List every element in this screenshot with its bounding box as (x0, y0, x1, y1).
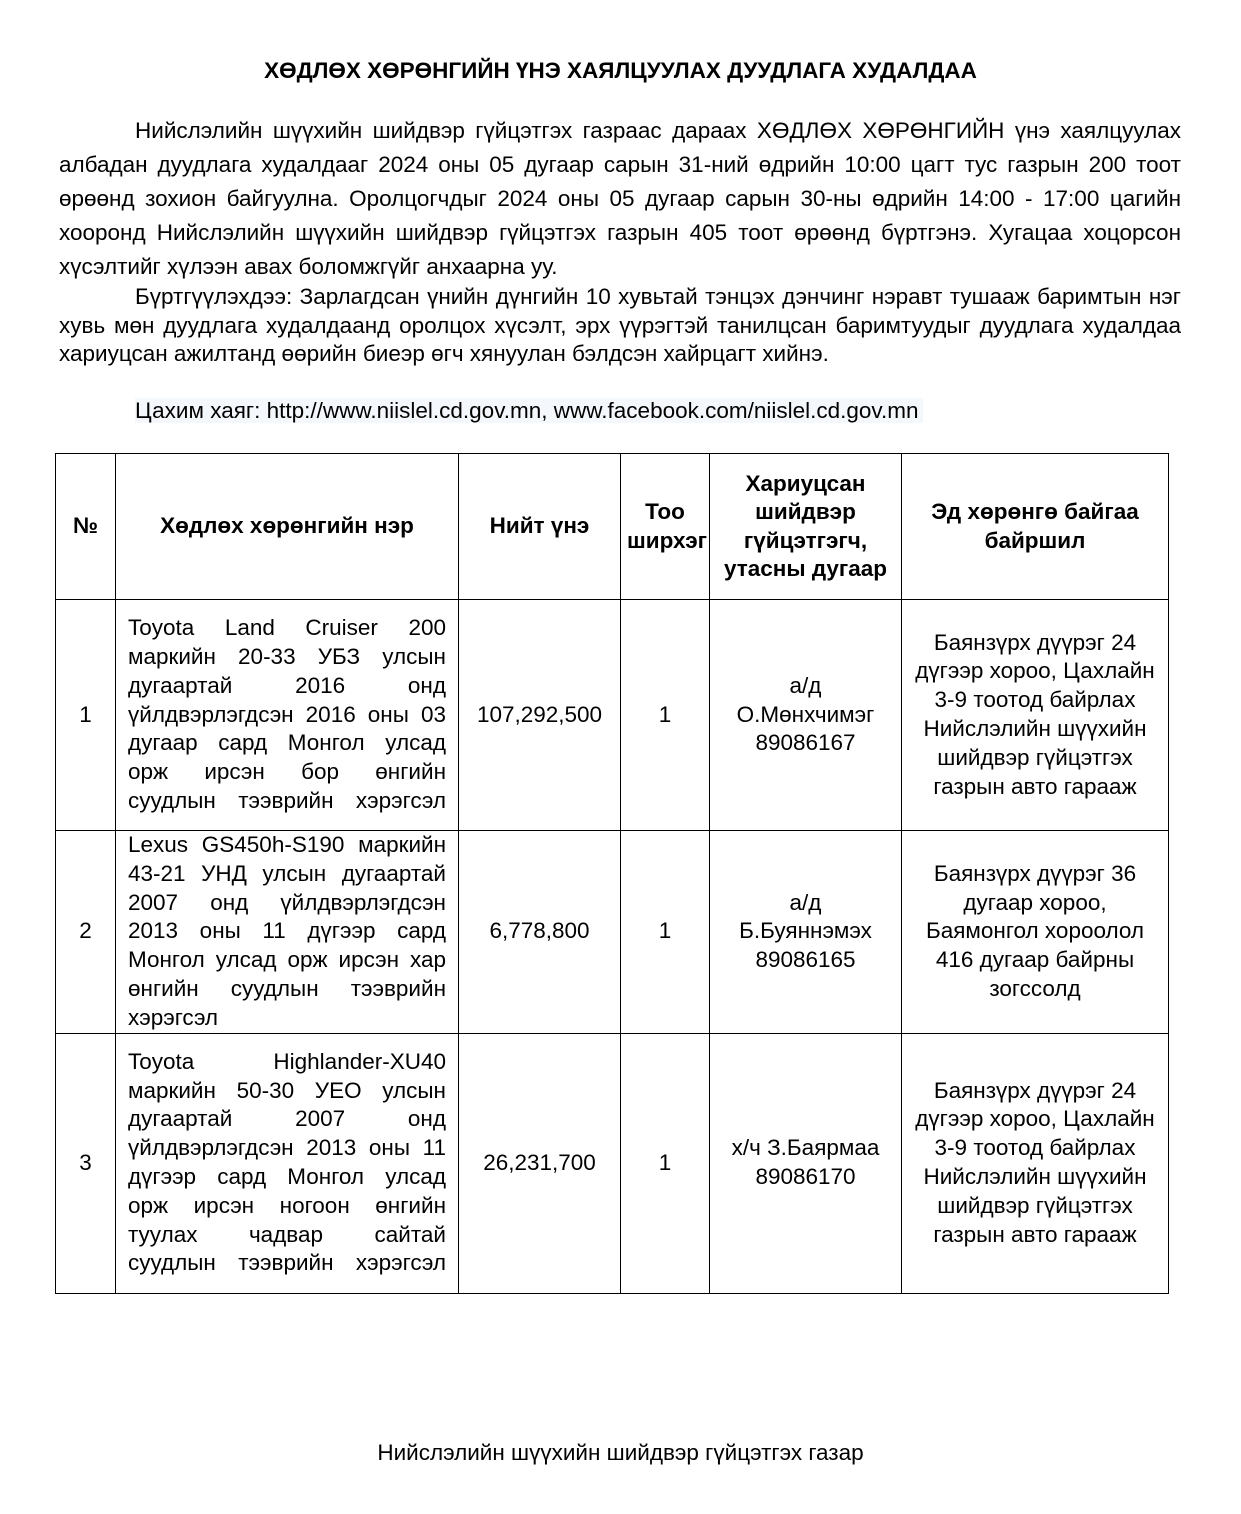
quantity: 1 (621, 831, 710, 1034)
header-quantity: Тоо ширхэг (621, 454, 710, 600)
row-number: 3 (56, 1033, 116, 1293)
officer: а/д Б.Буяннэмэх 89086165 (710, 831, 902, 1034)
asset-location: Баянзүрх дүүрэг 24 дүгээр хороо, Цахлайн 3-9 тоотод байрлах Нийслэлийн шүүхийн шийдвэр гүйцэтгэх газрын авто гараaж (902, 600, 1169, 831)
total-price: 107,292,500 (459, 600, 621, 831)
table-row (56, 831, 1169, 1034)
header-officer: Хариуцсан шийдвэр гүйцэтгэгч, утасны дугаар (710, 454, 902, 600)
total-price: 6,778,800 (459, 831, 621, 1034)
total-price: 26,231,700 (459, 1033, 621, 1293)
registration-paragraph: Бүртгүүлэхдээ: Зарлагдсан үнийн дүнгийн 10 хувьтай тэнцэх дэнчинг нэравт тушааж баримтын нэг хувь мөн дуудлага худалдаанд оролцох хүсэлт, эрх үүрэгтэй танилцсан баримтуудыг дуудлага худалдаа хариуцсан ажилтанд өөрийн биеэр өгч хянуулан бэлдсэн хайрцагт хийнэ. (59, 284, 1181, 366)
table-row (56, 1033, 1169, 1293)
asset-location: Баянзүрх дүүрэг 24 дүгээр хороо, Цахлайн 3-9 тоотод байрлах Нийслэлийн шүүхийн шийдвэр гүйцэтгэх газрын авто гараaж (902, 1033, 1169, 1293)
website-text: Цахим хаяг: http://www.niislel.cd.gov.mn, www.facebook.com/niislel.cd.gov.mn (135, 398, 923, 423)
asset-table (55, 453, 1169, 1294)
announcement-paragraph: Нийслэлийн шүүхийн шийдвэр гүйцэтгэх газраас дараах ХӨДЛӨХ ХӨРӨНГИЙН үнэ хаялцуулах албадан дуудлага худалдааг 2024 оны 05 дугаар сарын 31-ний өдрийн 10:00 цагт тус газрын 200 тоот өрөөнд зохион байгуулна. Оролцогчдыг 2024 оны 05 дугаар сарын 30-ны өдрийн 14:00 - 17:00 цагийн хооронд Нийслэлийн шүүхийн шийдвэр гүйцэтгэх газрын 405 тоот өрөөнд бүртгэнэ. Хугацаа хоцорсон хүсэлтийг хүлээн авах боломжгүйг анхаарна уу. (59, 118, 1181, 279)
header-location: Эд хөрөнгө байгаа байршил (902, 454, 1169, 600)
table-header-row (56, 454, 1169, 600)
officer: а/д О.Мөнхчимэг 89086167 (710, 600, 902, 831)
header-asset-name: Хөдлөх хөрөнгийн нэр (116, 454, 459, 600)
header-number: № (56, 454, 116, 600)
document-title: ХӨДЛӨХ ХӨРӨНГИЙН ҮНЭ ХАЯЛЦУУЛАХ ДУУДЛАГА ХУДАЛДАА (264, 58, 977, 83)
asset-location: Баянзүрх дүүрэг 36 дугаар хороо, Баямонгол хороолол 416 дугаар байрны зогссолд (902, 831, 1169, 1034)
asset-name: Toyota Land Cruiser 200 маркийн 20-33 УБЗ улсын дугаартай 2016 онд үйлдвэрлэгдсэн 2016 оны 03 дугаар сард Монгол улсад орж ирсэн бор өнгийн суудлын тээврийн хэрэгсэл (116, 600, 459, 831)
website-line (59, 397, 1181, 425)
asset-name: Lexus GS450h-S190 маркийн 43-21 УНД улсын дугаартай 2007 онд үйлдвэрлэгдсэн 2013 оны 11 дүгээр сард Монгол улсад орж ирсэн хар өнгийн суудлын тээврийн хэрэгсэл (116, 831, 459, 1034)
row-number: 1 (56, 600, 116, 831)
row-number: 2 (56, 831, 116, 1034)
footer-organization: Нийслэлийн шүүхийн шийдвэр гүйцэтгэх газар (377, 1440, 864, 1465)
quantity: 1 (621, 1033, 710, 1293)
officer: х/ч З.Баярмаа 89086170 (710, 1033, 902, 1293)
quantity: 1 (621, 600, 710, 831)
asset-name: Toyota Highlander-XU40 маркийн 50-30 УЕО улсын дугаартай 2007 онд үйлдвэрлэгдсэн 2013 оны 11 дүгээр сард Монгол улсад орж ирсэн ногоон өнгийн туулах чадвар сайтай суудлын тээврийн хэрэгсэл (116, 1033, 459, 1293)
header-total-price: Нийт үнэ (459, 454, 621, 600)
table-row (56, 600, 1169, 831)
